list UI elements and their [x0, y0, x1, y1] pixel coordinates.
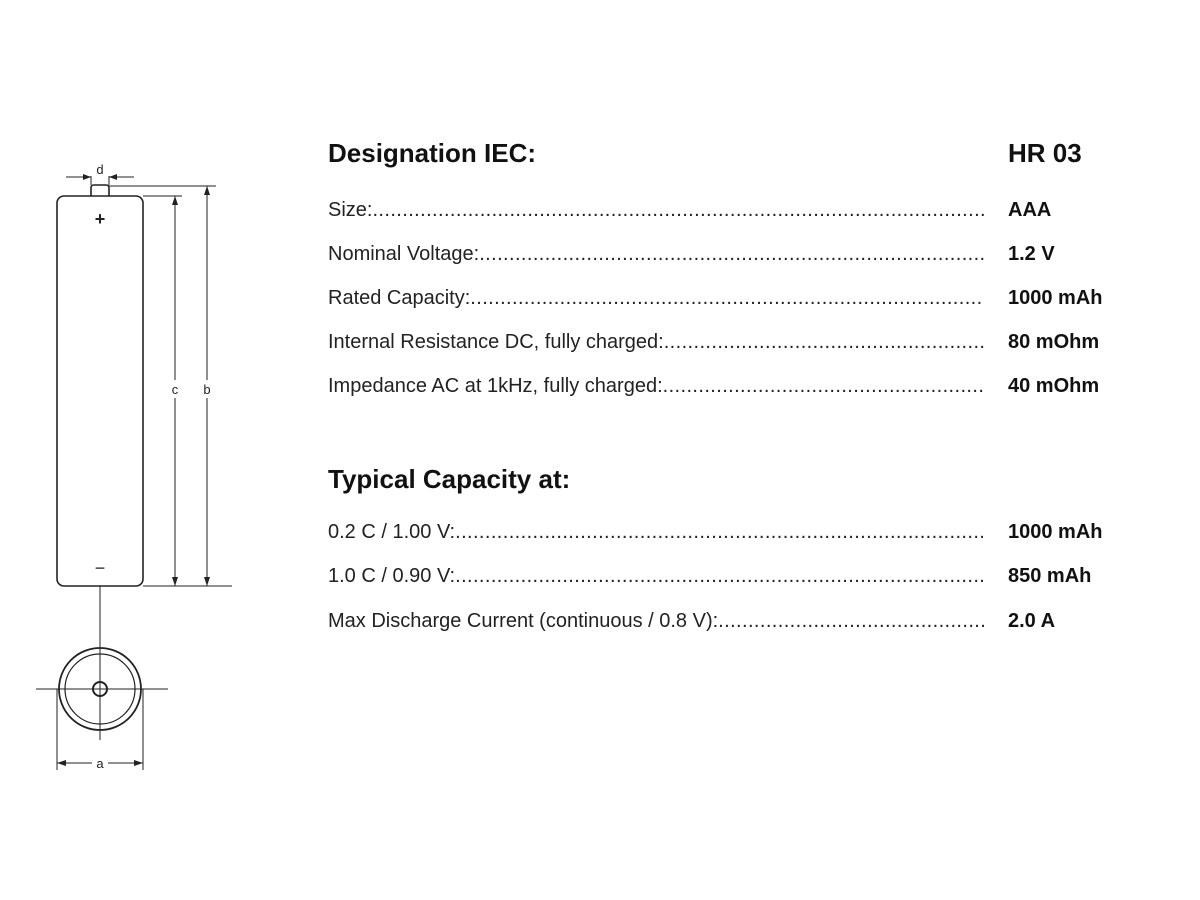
designation-heading: Designation IEC:: [328, 138, 537, 168]
spec-value: 1.2 V: [1008, 243, 1055, 265]
spec-value: 1000 mAh: [1008, 521, 1103, 543]
battery-body-outline: [57, 196, 143, 586]
spec-label: Internal Resistance DC, fully charged: .....: [328, 329, 984, 355]
battery-dimension-drawing: [0, 0, 260, 800]
positive-sign: +: [94, 209, 106, 229]
spec-row-size: [328, 197, 1128, 223]
spec-value: 80 mOhm: [1008, 331, 1100, 353]
spec-value: 1000 mAh: [1008, 287, 1103, 309]
dim-a-label: a: [96, 756, 104, 771]
spec-value: 40 mOhm: [1008, 375, 1100, 397]
spec-label: Impedance AC at 1kHz, fully charged: .....: [328, 373, 984, 399]
spec-row-impedance: [328, 373, 1128, 399]
spec-label: 0.2 C / 1.00 V: .....: [328, 519, 984, 545]
typical-capacity-heading: Typical Capacity at:: [328, 464, 571, 494]
spec-row-internal-resistance: [328, 329, 1128, 355]
spec-label: Max Discharge Current (continuous / 0.8 V): .....: [328, 608, 984, 634]
spec-value: AAA: [1008, 199, 1052, 221]
dim-b-label: b: [203, 382, 211, 397]
positive-terminal-nub: [91, 185, 109, 196]
spec-row-capacity-0-2c: [328, 519, 1128, 545]
spec-label: Rated Capacity: .....: [328, 285, 984, 311]
spec-row-nominal-voltage: [328, 241, 1128, 267]
negative-sign: −: [94, 558, 106, 578]
spec-label: 1.0 C / 0.90 V: .....: [328, 563, 984, 589]
spec-row-capacity-1-0c: [328, 563, 1128, 589]
dim-c-label: c: [171, 382, 179, 397]
spec-label: Nominal Voltage: .....: [328, 241, 984, 267]
spec-value: 850 mAh: [1008, 565, 1092, 587]
spec-row-max-discharge: [328, 608, 1128, 634]
spec-label: Size: .....: [328, 197, 984, 223]
dim-d-label: d: [96, 162, 104, 177]
spec-row-rated-capacity: [328, 285, 1128, 311]
spec-value: 2.0 A: [1008, 610, 1056, 632]
designation-value: HR 03: [1008, 138, 1082, 168]
